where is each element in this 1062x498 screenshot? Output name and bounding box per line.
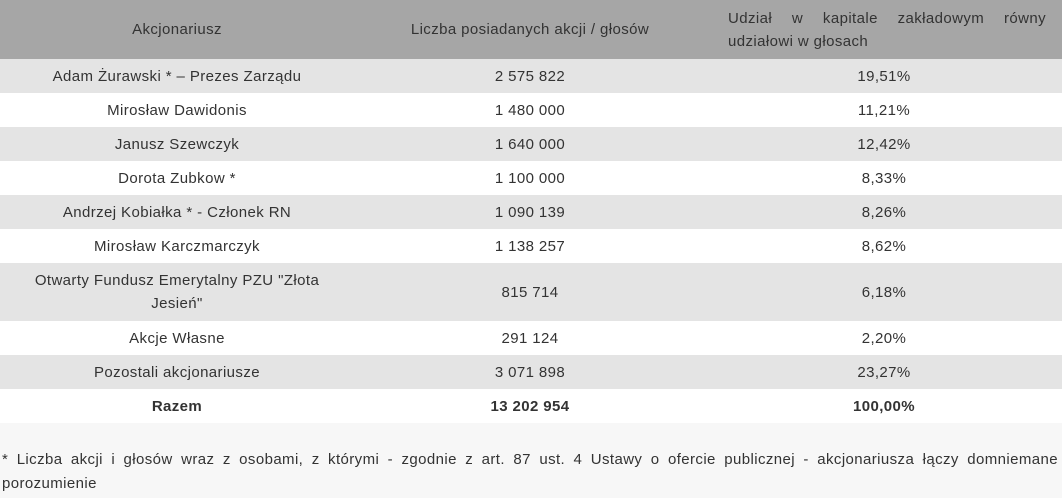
shares-count: 291 124 bbox=[501, 329, 559, 347]
table-row bbox=[0, 93, 1062, 127]
shareholder-name: Mirosław Dawidonis bbox=[107, 101, 247, 119]
footnote: * Liczba akcji i głosów wraz z osobami, z którymi - zgodnie z art. 87 ust. 4 Ustawy o ofercie publicznej - akcjonariusza łączy domniemane porozumienie bbox=[2, 451, 1058, 492]
capital-percent: 8,26% bbox=[861, 203, 907, 221]
shares-count: 3 071 898 bbox=[494, 363, 566, 381]
total-percent: 100,00% bbox=[852, 397, 916, 415]
table-row bbox=[0, 161, 1062, 195]
shares-count: 1 480 000 bbox=[494, 101, 566, 119]
shareholder-name: Andrzej Kobiałka * - Członek RN bbox=[62, 203, 292, 221]
table-row bbox=[0, 321, 1062, 355]
capital-percent: 23,27% bbox=[857, 363, 911, 381]
capital-percent: 12,42% bbox=[857, 135, 911, 153]
shareholder-name: Adam Żurawski * – Prezes Zarządu bbox=[52, 67, 302, 85]
capital-percent: 2,20% bbox=[861, 329, 907, 347]
capital-percent: 11,21% bbox=[857, 101, 911, 119]
table-total-row bbox=[0, 389, 1062, 423]
capital-percent: 8,33% bbox=[861, 169, 907, 187]
table-header-row bbox=[0, 0, 1062, 59]
shareholder-name: Janusz Szewczyk bbox=[114, 135, 240, 153]
shares-count: 1 138 257 bbox=[494, 237, 566, 255]
table-row bbox=[0, 229, 1062, 263]
shareholder-name: Mirosław Karczmarczyk bbox=[94, 237, 260, 255]
table-row bbox=[0, 263, 1062, 321]
shares-count: 1 640 000 bbox=[494, 135, 566, 153]
header-capital-share: Udział w kapitale zakładowym równy udziałowi w głosach bbox=[728, 9, 1046, 50]
shares-count: 2 575 822 bbox=[494, 67, 566, 85]
shares-count: 1 090 139 bbox=[494, 203, 566, 221]
header-shares-votes: Liczba posiadanych akcji / głosów bbox=[410, 21, 650, 38]
shareholder-name: Akcje Własne bbox=[129, 329, 225, 347]
shares-count: 1 100 000 bbox=[494, 169, 566, 187]
table-row bbox=[0, 355, 1062, 389]
total-shares: 13 202 954 bbox=[490, 397, 570, 415]
capital-percent: 6,18% bbox=[861, 283, 907, 301]
shareholder-name: Dorota Zubkow * bbox=[118, 169, 236, 187]
header-shareholder: Akcjonariusz bbox=[132, 21, 222, 38]
table-row bbox=[0, 195, 1062, 229]
shares-count: 815 714 bbox=[501, 283, 559, 301]
capital-percent: 19,51% bbox=[857, 67, 911, 85]
table-row bbox=[0, 59, 1062, 93]
shareholder-name: Pozostali akcjonariusze bbox=[94, 363, 260, 381]
capital-percent: 8,62% bbox=[861, 237, 907, 255]
table-row bbox=[0, 127, 1062, 161]
shareholder-name: Otwarty Fundusz Emerytalny PZU "Złota Jesień" bbox=[34, 272, 320, 312]
total-label: Razem bbox=[151, 397, 203, 415]
